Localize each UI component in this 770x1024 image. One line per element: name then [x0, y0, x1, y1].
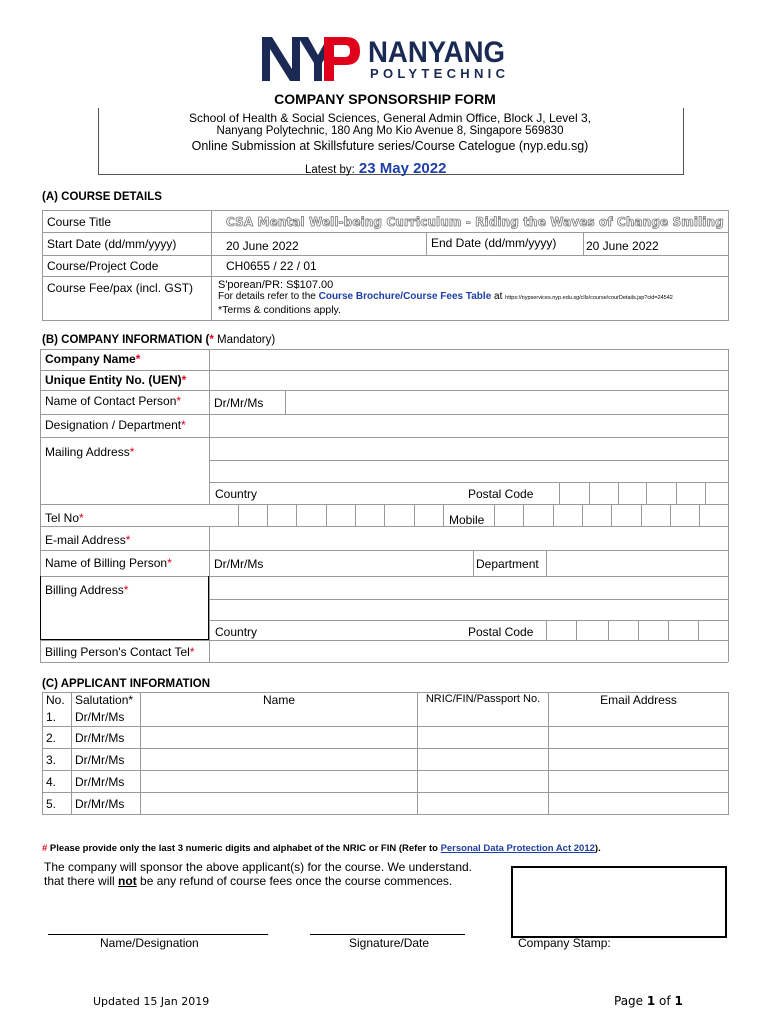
- fee-detail-at: at: [494, 291, 503, 302]
- applicant-no-4: 4.: [43, 771, 72, 793]
- required-star: *: [181, 418, 186, 432]
- applicant-salutation-5[interactable]: Dr/Mr/Ms: [72, 793, 141, 815]
- end-date-value[interactable]: 20 June 2022: [584, 233, 729, 256]
- company-name-text: Company Name: [45, 352, 136, 366]
- course-title-label: Course Title: [43, 211, 212, 233]
- designation-label: [45, 418, 186, 432]
- applicant-salutation-3[interactable]: Dr/Mr/Ms: [72, 749, 141, 771]
- section-b-title: (B) COMPANY INFORMATION (: [42, 334, 210, 346]
- required-star: *: [125, 533, 131, 547]
- required-star: *: [123, 583, 129, 597]
- table-row: [43, 727, 729, 749]
- mandatory-text: Mandatory): [213, 334, 276, 346]
- applicant-nric-2[interactable]: [418, 727, 549, 749]
- nyp-logo-mark: [262, 35, 362, 83]
- nric-note: [42, 843, 601, 854]
- sponsor-line-2: [44, 874, 472, 888]
- applicant-email-3[interactable]: [549, 749, 729, 771]
- required-star: *: [129, 445, 135, 459]
- email-label: [45, 533, 130, 547]
- page-num: 1: [646, 994, 656, 1008]
- billing-address-text: Billing Address: [45, 583, 124, 597]
- course-fee-label: Course Fee/pax (incl. GST): [43, 277, 212, 321]
- required-star: *: [189, 645, 195, 659]
- applicant-nric-4[interactable]: [418, 771, 549, 793]
- mailing-country-label: Country: [215, 487, 258, 501]
- mailing-address-text: Mailing Address: [45, 445, 130, 459]
- billing-salutation[interactable]: Dr/Mr/Ms: [214, 557, 264, 571]
- nric-note-end: ).: [594, 843, 601, 854]
- page-of: of: [655, 994, 675, 1008]
- table-row: [43, 793, 729, 815]
- sponsor-line-2-pre: that there will: [44, 874, 119, 888]
- required-star: *: [79, 511, 84, 525]
- name-designation-line[interactable]: [48, 934, 268, 935]
- updated-date: Updated 15 Jan 2019: [93, 995, 210, 1008]
- applicant-nric-5[interactable]: [418, 793, 549, 815]
- applicant-name-3[interactable]: [141, 749, 418, 771]
- hash-mark: #: [42, 843, 48, 854]
- address-line-1: School of Health & Social Sciences, General Admin Office, Block J, Level 3,: [189, 111, 591, 125]
- applicant-salutation-4[interactable]: Dr/Mr/Ms: [72, 771, 141, 793]
- tel-text: Tel No: [45, 511, 80, 525]
- required-star: *: [167, 556, 172, 570]
- pdpa-link[interactable]: Personal Data Protection Act 2012: [440, 843, 595, 854]
- end-date-label: End Date (dd/mm/yyyy): [427, 233, 584, 256]
- start-date-value[interactable]: 20 June 2022: [212, 233, 427, 256]
- email-text: E-mail Address: [45, 533, 126, 547]
- col-email-header: Email Address: [549, 693, 729, 727]
- sponsor-statement: [44, 860, 472, 888]
- fee-detail-prefix: For details refer to the: [218, 291, 316, 302]
- start-date-label: Start Date (dd/mm/yyyy): [43, 233, 212, 256]
- applicant-email-2[interactable]: [549, 727, 729, 749]
- course-code-value[interactable]: CH0655 / 22 / 01: [212, 256, 729, 277]
- sponsor-line-1: The company will sponsor the above applicant(s) for the course. We understand.: [44, 860, 473, 874]
- required-star: *: [135, 352, 141, 366]
- applicant-name-5[interactable]: [141, 793, 418, 815]
- billing-address-label: [45, 583, 128, 597]
- uen-text: Unique Entity No. (UEN): [45, 373, 182, 387]
- billing-person-label: [45, 556, 172, 570]
- latest-label: Latest by:: [305, 164, 355, 176]
- contact-salutation[interactable]: Dr/Mr/Ms: [214, 396, 264, 410]
- mandatory-star: *: [209, 334, 214, 346]
- mobile-label: Mobile: [449, 513, 485, 527]
- tel-label: [45, 511, 84, 525]
- latest-by: [305, 160, 446, 177]
- page-number: [614, 994, 683, 1008]
- col-no-header: No.: [43, 693, 72, 708]
- billing-person-text: Name of Billing Person: [45, 556, 168, 570]
- course-details-table: [42, 210, 729, 321]
- applicant-salutation-1[interactable]: Dr/Mr/Ms: [72, 708, 141, 727]
- course-fee-detail: [218, 291, 724, 304]
- billing-country-label: Country: [215, 625, 258, 639]
- department-label: Department: [476, 557, 539, 571]
- signature-date-label: Signature/Date: [349, 936, 430, 950]
- page-prefix: Page: [614, 994, 647, 1008]
- uen-label: [45, 373, 186, 387]
- billing-tel-text: Billing Person's Contact Tel: [45, 645, 190, 659]
- applicant-no-3: 3.: [43, 749, 72, 771]
- section-c-heading: (C) APPLICANT INFORMATION: [42, 678, 211, 690]
- applicant-nric-3[interactable]: [418, 749, 549, 771]
- company-stamp-box[interactable]: [511, 866, 727, 938]
- applicant-email-4[interactable]: [549, 771, 729, 793]
- applicant-table: [42, 692, 729, 815]
- company-stamp-label: Company Stamp:: [518, 936, 611, 950]
- contact-person-text: Name of Contact Person: [45, 394, 177, 408]
- sponsor-not: not: [118, 874, 137, 888]
- section-b-heading: [42, 334, 275, 346]
- name-designation-label: Name/Designation: [100, 936, 199, 950]
- applicant-no-2: 2.: [43, 727, 72, 749]
- signature-date-line[interactable]: [310, 934, 465, 935]
- form-title: COMPANY SPONSORSHIP FORM: [274, 91, 496, 107]
- applicant-no-5: 5.: [43, 793, 72, 815]
- address-line-3: Online Submission at Skillsfuture series/Course Catelogue (nyp.edu.sg): [191, 139, 589, 153]
- col-salutation-header: Salutation*: [72, 693, 141, 708]
- latest-date: 23 May 2022: [358, 160, 447, 177]
- course-url[interactable]: https://nypservices.nyp.edu.sg/clls/course/courDetails.jsp?cid=24542: [505, 295, 673, 301]
- course-title-value[interactable]: CSA Mental Well-being Curriculum - Riding the Waves of Change Smiling: [226, 214, 724, 229]
- course-code-label: Course/Project Code: [43, 256, 212, 277]
- course-fee-value: S'porean/PR: S$107.00: [218, 279, 334, 291]
- billing-tel-label: [45, 645, 194, 659]
- logo-name: NANYANG: [368, 36, 506, 69]
- col-nric-header: NRIC/FIN/Passport No.: [418, 693, 549, 727]
- table-row: [43, 749, 729, 771]
- mailing-postal-label: Postal Code: [468, 487, 534, 501]
- section-a-heading: (A) COURSE DETAILS: [42, 191, 162, 203]
- sponsor-line-2-post: be any refund of course fees once the course commences.: [136, 874, 453, 888]
- applicant-name-2[interactable]: [141, 727, 418, 749]
- page-total: 1: [674, 994, 683, 1008]
- terms-conditions: *Terms & conditions apply.: [218, 304, 341, 316]
- col-name-header: Name: [141, 693, 418, 727]
- contact-person-label: [45, 394, 181, 408]
- table-row: [43, 771, 729, 793]
- designation-text: Designation / Department: [45, 418, 182, 432]
- applicant-email-5[interactable]: [549, 793, 729, 815]
- company-name-label: [45, 352, 140, 366]
- required-star: *: [181, 373, 187, 387]
- applicant-no-1: 1.: [43, 708, 72, 727]
- applicant-name-4[interactable]: [141, 771, 418, 793]
- applicant-salutation-2[interactable]: Dr/Mr/Ms: [72, 727, 141, 749]
- logo-subtitle: POLYTECHNIC: [370, 66, 510, 81]
- billing-postal-label: Postal Code: [468, 625, 534, 639]
- course-fee-cell: [212, 277, 729, 321]
- required-star: *: [176, 394, 182, 408]
- mailing-address-label: [45, 445, 134, 459]
- nric-note-text: Please provide only the last 3 numeric digits and alphabet of the NRIC or FIN (Refer to: [47, 843, 441, 854]
- address-line-2: Nanyang Polytechnic, 180 Ang Mo Kio Avenue 8, Singapore 569830: [216, 125, 564, 137]
- course-brochure-link[interactable]: Course Brochure/Course Fees Table: [318, 291, 492, 302]
